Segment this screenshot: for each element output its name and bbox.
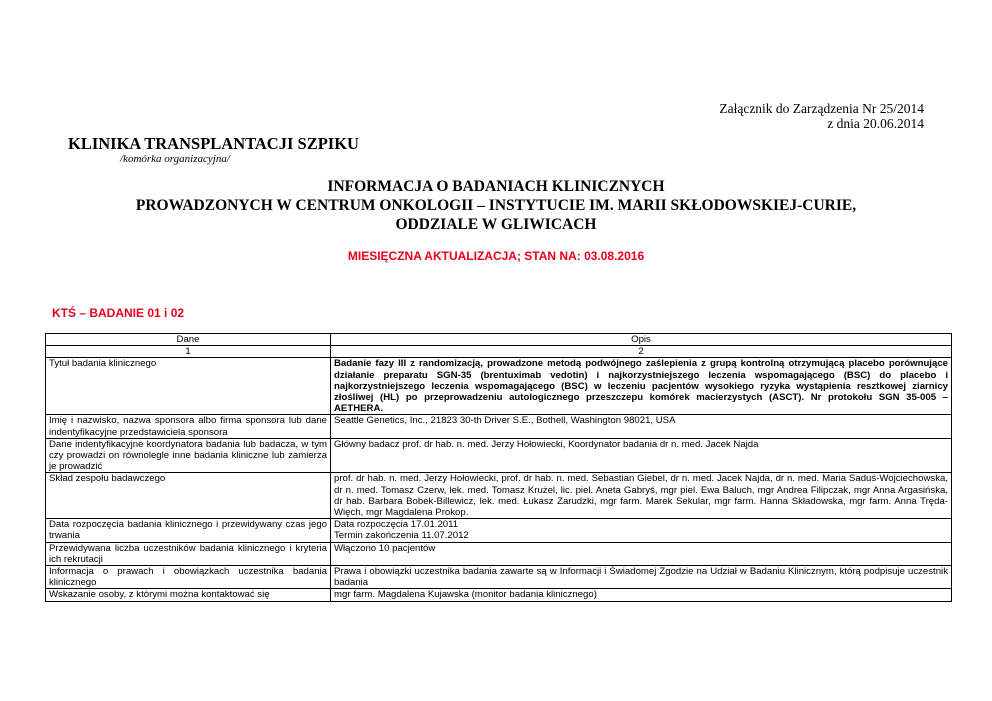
table-row <box>46 438 952 473</box>
row-value-contact: mgr farm. Magdalena Kujawska (monitor badania klinicznego) <box>331 589 952 601</box>
row-label: Tytuł badania klinicznego <box>46 358 331 415</box>
row-value-study-title: Badanie fazy III z randomizacją, prowadzone metodą podwójnego zaślepienia z grupą kontrolną otrzymującą placebo porównujące działanie preparatu SGN-35 (brentuximab vedotin) i najkorzystniejszego leczenia wspomagającego (BSC) do placebo i najkorzystniejszego leczenia wspomagającego (BSC) w leczeniu pacjentów wysokiego ryzyka wystąpienia resztkowej ziarnicy złośliwej (HL) po przeprowadzeniu autologicznego przeszczepu komórek macierzystych (ASCT). Nr protokołu SGN 35-005 – AETHERA. <box>331 358 952 415</box>
row-label: Data rozpoczęcia badania klinicznego i przewidywany czas jego trwania <box>46 519 331 542</box>
header-num-1: 1 <box>46 346 331 358</box>
title-line-3: ODDZIALE W GLIWICACH <box>395 216 597 233</box>
row-label: Wskazanie osoby, z którymi można kontaktować się <box>46 589 331 601</box>
table-number-row <box>46 346 952 358</box>
row-value-participants: Włączono 10 pacjentów <box>331 542 952 565</box>
study-info-table <box>45 333 952 602</box>
update-status: MIESIĘCZNA AKTUALIZACJA; STAN NA: 03.08.2016 <box>347 249 645 263</box>
unit-name: KLINIKA TRANSPLANTACJI SZPIKU <box>68 134 359 153</box>
header-opis: Opis <box>331 334 952 346</box>
table-row <box>46 473 952 519</box>
row-value-rights: Prawa i obowiązki uczestnika badania zawarte są w Informacji i Świadomej Zgodzie na Udział w Badaniu Klinicznym, którą podpisuje uczestnik badania <box>331 566 952 589</box>
row-value-dates <box>331 519 952 542</box>
unit-subtitle: /komórka organizacyjna/ <box>120 153 230 165</box>
end-date: Termin zakończenia 11.07.2012 <box>334 530 469 542</box>
start-date: Data rozpoczęcia 17.01.2011 <box>334 519 459 531</box>
row-label: Przewidywana liczba uczestników badania klinicznego i kryteria ich rekrutacji <box>46 542 331 565</box>
row-label: Dane indentyfikacyjne koordynatora badania lub badacza, w tym czy prowadzi on równolegle inne badania kliniczne lub zamierza je prowadzić <box>46 438 331 473</box>
row-value-sponsor: Seattle Genetics, Inc., 21823 30-th Driver S.E., Bothell, Washington 98021, USA <box>331 415 952 438</box>
row-value-coordinator: Główny badacz prof. dr hab. n. med. Jerzy Hołowiecki, Koordynator badania dr n. med. Jacek Najda <box>331 438 952 473</box>
annex-line-2: z dnia 20.06.2014 <box>827 116 924 131</box>
table-row <box>46 519 952 542</box>
row-label: Informacja o prawach i obowiązkach uczestnika badania klinicznego <box>46 566 331 589</box>
annex-line-1: Załącznik do Zarządzenia Nr 25/2014 <box>719 101 924 116</box>
header-dane: Dane <box>46 334 331 346</box>
row-label: Skład zespołu badawczego <box>46 473 331 519</box>
table-header-row <box>46 334 952 346</box>
table-row <box>46 415 952 438</box>
document-title <box>0 177 992 234</box>
header-num-2: 2 <box>331 346 952 358</box>
title-line-2: PROWADZONYCH W CENTRUM ONKOLOGII – INSTYTUCIE IM. MARII SKŁODOWSKIEJ-CURIE, <box>135 197 857 214</box>
section-heading: KTŚ – BADANIE 01 i 02 <box>52 306 185 320</box>
table-row <box>46 542 952 565</box>
annex-reference <box>719 101 924 131</box>
table-row <box>46 589 952 601</box>
row-label: Imię i nazwisko, nazwa sponsora albo firma sponsora lub dane indentyfikacyjne przedstawiciela sponsora <box>46 415 331 438</box>
row-value-team: prof. dr hab. n. med. Jerzy Hołowiecki, prof. dr hab. n. med. Sebastian Giebel, dr n. med. Jacek Najda, dr n. med. Maria Saduś-Wojciechowska, dr n. med. Tomasz Czerw, lek. med. Tomasz Krużel, lic. piel. Aneta Gabryś, mgr piel. Ewa Baluch, mgr Andrea Filipczak, mgr Anna Argasińska, dr hab. Barbara Bobek-Billewicz, lek. med. Łukasz Zarudzki, mgr farm. Marek Sekular, mgr farm. Hanna Składowska, mgr farm. Anna Tręda-Więch, mgr Magdalena Prokop. <box>331 473 952 519</box>
table-row <box>46 358 952 415</box>
table-row <box>46 566 952 589</box>
title-line-1: INFORMACJA O BADANIACH KLINICZNYCH <box>327 178 665 195</box>
